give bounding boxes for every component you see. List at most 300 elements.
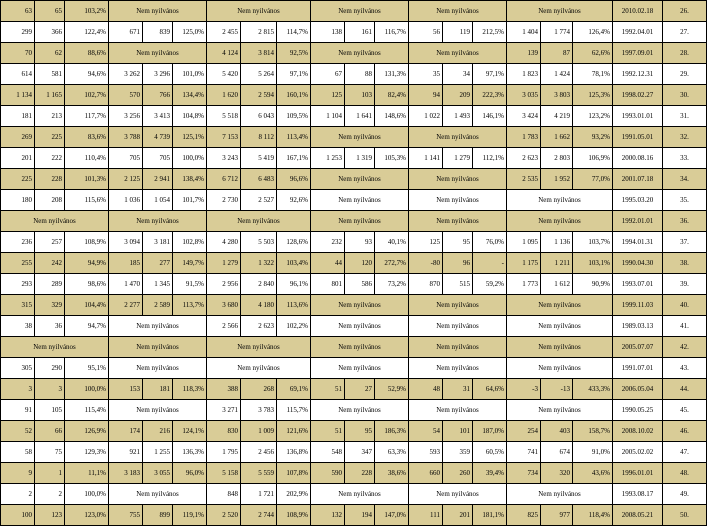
row-number-cell: 46. bbox=[663, 421, 707, 442]
date-cell: 1993.01.01 bbox=[613, 106, 663, 127]
data-cell: 187,0% bbox=[473, 421, 507, 442]
data-cell: 236 bbox=[1, 232, 35, 253]
data-cell: 830 bbox=[207, 421, 241, 442]
data-cell: 2 815 bbox=[241, 22, 277, 43]
data-cell: 38 bbox=[1, 316, 35, 337]
data-cell: 64,6% bbox=[473, 379, 507, 400]
data-cell: 5 559 bbox=[241, 463, 277, 484]
data-cell: 158,7% bbox=[573, 421, 613, 442]
date-cell: 2005.07.07 bbox=[613, 337, 663, 358]
data-cell: 36 bbox=[35, 316, 65, 337]
data-cell: 3 424 bbox=[507, 106, 541, 127]
not-registered-cell: Nem nyilvános bbox=[311, 211, 409, 232]
data-cell: 225 bbox=[1, 169, 35, 190]
data-cell: 97,1% bbox=[277, 64, 311, 85]
data-cell: 1 095 bbox=[507, 232, 541, 253]
row-number-cell: 34. bbox=[663, 169, 707, 190]
data-cell: 56 bbox=[409, 22, 443, 43]
data-cell: 403 bbox=[541, 421, 573, 442]
data-cell: 388 bbox=[207, 379, 241, 400]
table-row bbox=[1, 463, 707, 484]
data-cell: 108,9% bbox=[65, 232, 109, 253]
data-cell: 105 bbox=[35, 400, 65, 421]
table-row bbox=[1, 22, 707, 43]
data-cell: 212,5% bbox=[473, 22, 507, 43]
data-cell: 48 bbox=[409, 379, 443, 400]
not-registered-cell: Nem nyilvános bbox=[109, 316, 207, 337]
not-registered-cell: Nem nyilvános bbox=[207, 337, 311, 358]
table-row bbox=[1, 85, 707, 106]
data-cell: 63 bbox=[1, 1, 35, 22]
date-cell: 1991.07.01 bbox=[613, 358, 663, 379]
data-cell: 1 795 bbox=[207, 442, 241, 463]
data-cell: 118,4% bbox=[573, 505, 613, 526]
data-cell: 103,4% bbox=[277, 253, 311, 274]
not-registered-cell: Nem nyilvános bbox=[507, 400, 613, 421]
data-cell: 59,2% bbox=[473, 274, 507, 295]
data-cell: 180 bbox=[1, 190, 35, 211]
data-cell: 7 153 bbox=[207, 127, 241, 148]
data-cell: 1 493 bbox=[443, 106, 473, 127]
data-cell: 113,6% bbox=[277, 295, 311, 316]
not-registered-cell: Nem nyilvános bbox=[409, 211, 507, 232]
not-registered-cell: Nem nyilvános bbox=[1, 337, 109, 358]
data-cell: 94 bbox=[409, 85, 443, 106]
date-cell: 1989.03.13 bbox=[613, 316, 663, 337]
date-cell: 1995.03.20 bbox=[613, 190, 663, 211]
data-cell: 2 744 bbox=[241, 505, 277, 526]
not-registered-cell: Nem nyilvános bbox=[507, 211, 613, 232]
table-row bbox=[1, 274, 707, 295]
not-registered-cell: Nem nyilvános bbox=[311, 400, 409, 421]
data-cell: 97,1% bbox=[473, 64, 507, 85]
data-cell: 366 bbox=[35, 22, 65, 43]
data-cell: 4 280 bbox=[207, 232, 241, 253]
data-cell: 93 bbox=[345, 232, 375, 253]
data-cell: 75 bbox=[35, 442, 65, 463]
row-number-cell: 38. bbox=[663, 253, 707, 274]
data-cell: -13 bbox=[541, 379, 573, 400]
data-cell: 3 788 bbox=[109, 127, 143, 148]
data-cell: 87 bbox=[541, 43, 573, 64]
not-registered-cell: Nem nyilvános bbox=[109, 358, 207, 379]
data-cell: 161 bbox=[345, 22, 375, 43]
data-cell: 1 470 bbox=[109, 274, 143, 295]
data-cell: 101,7% bbox=[173, 190, 207, 211]
not-registered-cell: Nem nyilvános bbox=[311, 1, 409, 22]
table-row bbox=[1, 337, 707, 358]
data-cell: 1 036 bbox=[109, 190, 143, 211]
data-cell: 100 bbox=[1, 505, 35, 526]
data-cell: 5 264 bbox=[241, 64, 277, 85]
data-cell: 4 219 bbox=[541, 106, 573, 127]
data-cell: 115,7% bbox=[277, 400, 311, 421]
data-cell: 1 255 bbox=[143, 442, 173, 463]
table-row bbox=[1, 316, 707, 337]
row-number-cell: 40. bbox=[663, 295, 707, 316]
data-cell: 95 bbox=[345, 421, 375, 442]
not-registered-cell: Nem nyilvános bbox=[311, 358, 409, 379]
data-cell: 186,3% bbox=[375, 421, 409, 442]
not-registered-cell: Nem nyilvános bbox=[109, 1, 207, 22]
data-cell: 222 bbox=[35, 148, 65, 169]
data-cell: 1 823 bbox=[507, 64, 541, 85]
data-cell: 6 043 bbox=[241, 106, 277, 127]
data-cell: 90,9% bbox=[573, 274, 613, 295]
data-cell: 593 bbox=[409, 442, 443, 463]
data-cell: 132 bbox=[311, 505, 345, 526]
data-cell: 1 253 bbox=[311, 148, 345, 169]
data-cell: 111 bbox=[409, 505, 443, 526]
data-cell: 91,0% bbox=[573, 442, 613, 463]
data-cell: 96,6% bbox=[277, 169, 311, 190]
data-cell: 52,9% bbox=[375, 379, 409, 400]
data-cell: 100,0% bbox=[173, 148, 207, 169]
data-cell: 125,3% bbox=[573, 85, 613, 106]
data-cell: 103,7% bbox=[573, 232, 613, 253]
data-cell: 106,9% bbox=[573, 148, 613, 169]
data-cell: 128,6% bbox=[277, 232, 311, 253]
data-cell: 1 345 bbox=[143, 274, 173, 295]
data-cell: 58 bbox=[1, 442, 35, 463]
data-cell: 69,1% bbox=[277, 379, 311, 400]
data-cell: 181,1% bbox=[473, 505, 507, 526]
data-cell: 899 bbox=[143, 505, 173, 526]
data-cell: 44 bbox=[311, 253, 345, 274]
data-cell: 83,6% bbox=[65, 127, 109, 148]
not-registered-cell: Nem nyilvános bbox=[409, 190, 507, 211]
not-registered-cell: Nem nyilvános bbox=[207, 211, 311, 232]
data-cell: 1 773 bbox=[507, 274, 541, 295]
not-registered-cell: Nem nyilvános bbox=[311, 43, 409, 64]
table-row bbox=[1, 106, 707, 127]
data-cell: 260 bbox=[443, 463, 473, 484]
data-cell: 94,6% bbox=[65, 64, 109, 85]
data-cell: 2 bbox=[35, 484, 65, 505]
row-number-cell: 44. bbox=[663, 379, 707, 400]
data-cell: 515 bbox=[443, 274, 473, 295]
data-cell: 125,1% bbox=[173, 127, 207, 148]
data-cell: 977 bbox=[541, 505, 573, 526]
not-registered-cell: Nem nyilvános bbox=[311, 316, 409, 337]
data-cell: 1 424 bbox=[541, 64, 573, 85]
data-cell: 66 bbox=[35, 421, 65, 442]
row-number-cell: 37. bbox=[663, 232, 707, 253]
data-cell: 109,5% bbox=[277, 106, 311, 127]
data-cell: 1 104 bbox=[311, 106, 345, 127]
data-cell: 2 840 bbox=[241, 274, 277, 295]
data-cell: 104,8% bbox=[173, 106, 207, 127]
table-row bbox=[1, 148, 707, 169]
table-row bbox=[1, 484, 707, 505]
data-cell: 129,3% bbox=[65, 442, 109, 463]
not-registered-cell: Nem nyilvános bbox=[311, 295, 409, 316]
table-row bbox=[1, 43, 707, 64]
data-cell: 825 bbox=[507, 505, 541, 526]
data-cell: 124,1% bbox=[173, 421, 207, 442]
data-cell: 115,6% bbox=[65, 190, 109, 211]
not-registered-cell: Nem nyilvános bbox=[409, 337, 507, 358]
not-registered-cell: Nem nyilvános bbox=[507, 358, 613, 379]
data-cell: 1 009 bbox=[241, 421, 277, 442]
data-cell: 96,0% bbox=[173, 463, 207, 484]
date-cell: 1998.02.27 bbox=[613, 85, 663, 106]
data-cell: 257 bbox=[35, 232, 65, 253]
data-cell: 3 181 bbox=[143, 232, 173, 253]
data-cell: 103,2% bbox=[65, 1, 109, 22]
data-cell: 1 612 bbox=[541, 274, 573, 295]
row-number-cell: 30. bbox=[663, 85, 707, 106]
data-cell: 107,8% bbox=[277, 463, 311, 484]
not-registered-cell: Nem nyilvános bbox=[409, 1, 507, 22]
data-cell: 102,7% bbox=[65, 85, 109, 106]
row-number-cell: 26. bbox=[663, 1, 707, 22]
data-cell: 3 296 bbox=[143, 64, 173, 85]
date-cell: 2000.08.16 bbox=[613, 148, 663, 169]
data-cell: 134,4% bbox=[173, 85, 207, 106]
data-cell: 102,8% bbox=[173, 232, 207, 253]
data-cell: 3 094 bbox=[109, 232, 143, 253]
data-cell: 3 243 bbox=[207, 148, 241, 169]
data-cell: 359 bbox=[443, 442, 473, 463]
data-cell: 93,2% bbox=[573, 127, 613, 148]
data-cell: 347 bbox=[345, 442, 375, 463]
data-cell: 586 bbox=[345, 274, 375, 295]
not-registered-cell: Nem nyilvános bbox=[409, 295, 507, 316]
date-cell: 1990.04.30 bbox=[613, 253, 663, 274]
table-row bbox=[1, 442, 707, 463]
data-cell: 119,1% bbox=[173, 505, 207, 526]
not-registered-cell: Nem nyilvános bbox=[109, 400, 207, 421]
data-cell: 272,7% bbox=[375, 253, 409, 274]
data-cell: 82,4% bbox=[375, 85, 409, 106]
data-cell: 125,0% bbox=[173, 22, 207, 43]
data-cell: 1 783 bbox=[507, 127, 541, 148]
data-cell: 433,3% bbox=[573, 379, 613, 400]
not-registered-cell: Nem nyilvános bbox=[409, 358, 507, 379]
data-cell: 123,0% bbox=[65, 505, 109, 526]
data-cell: 2 730 bbox=[207, 190, 241, 211]
data-cell: 185 bbox=[109, 253, 143, 274]
data-cell: 138,4% bbox=[173, 169, 207, 190]
row-number-cell: 39. bbox=[663, 274, 707, 295]
data-cell: 104,4% bbox=[65, 295, 109, 316]
data-cell: 123,2% bbox=[573, 106, 613, 127]
table-row bbox=[1, 358, 707, 379]
data-cell: 76,0% bbox=[473, 232, 507, 253]
not-registered-cell: Nem nyilvános bbox=[109, 337, 207, 358]
data-cell: -3 bbox=[507, 379, 541, 400]
data-cell: 1 141 bbox=[409, 148, 443, 169]
date-cell: 1992.12.31 bbox=[613, 64, 663, 85]
row-number-cell: 50. bbox=[663, 505, 707, 526]
data-cell: 123 bbox=[35, 505, 65, 526]
data-cell: 149,7% bbox=[173, 253, 207, 274]
not-registered-cell: Nem nyilvános bbox=[311, 484, 409, 505]
data-cell: 147,0% bbox=[375, 505, 409, 526]
data-cell: 95,1% bbox=[65, 358, 109, 379]
data-cell: 2 623 bbox=[507, 148, 541, 169]
date-cell: 1990.05.25 bbox=[613, 400, 663, 421]
data-cell: 122,4% bbox=[65, 22, 109, 43]
data-cell: 660 bbox=[409, 463, 443, 484]
data-cell: 1 054 bbox=[143, 190, 173, 211]
data-cell: 1 404 bbox=[507, 22, 541, 43]
data-cell: 2 527 bbox=[241, 190, 277, 211]
data-cell: 216 bbox=[143, 421, 173, 442]
data-cell: 4 739 bbox=[143, 127, 173, 148]
data-cell: 102,2% bbox=[277, 316, 311, 337]
data-cell: 3 bbox=[1, 379, 35, 400]
data-cell: 181 bbox=[1, 106, 35, 127]
data-cell: 755 bbox=[109, 505, 143, 526]
data-cell: 2 455 bbox=[207, 22, 241, 43]
data-cell: 734 bbox=[507, 463, 541, 484]
row-number-cell: 45. bbox=[663, 400, 707, 421]
data-cell: 126,9% bbox=[65, 421, 109, 442]
row-number-cell: 47. bbox=[663, 442, 707, 463]
data-cell: 741 bbox=[507, 442, 541, 463]
not-registered-cell: Nem nyilvános bbox=[409, 484, 507, 505]
data-cell: 329 bbox=[35, 295, 65, 316]
data-cell: 3 413 bbox=[143, 106, 173, 127]
data-cell: 2 803 bbox=[541, 148, 573, 169]
not-registered-cell: Nem nyilvános bbox=[1, 211, 109, 232]
table-row bbox=[1, 421, 707, 442]
table-row bbox=[1, 1, 707, 22]
data-cell: 34 bbox=[443, 64, 473, 85]
data-cell: 2 456 bbox=[241, 442, 277, 463]
data-cell: 201 bbox=[1, 148, 35, 169]
data-cell: 136,8% bbox=[277, 442, 311, 463]
data-cell: 6 712 bbox=[207, 169, 241, 190]
data-cell: 1 952 bbox=[541, 169, 573, 190]
data-cell: 94,7% bbox=[65, 316, 109, 337]
table-row bbox=[1, 379, 707, 400]
table-row bbox=[1, 169, 707, 190]
data-cell: 3 680 bbox=[207, 295, 241, 316]
not-registered-cell: Nem nyilvános bbox=[507, 337, 613, 358]
row-number-cell: 29. bbox=[663, 64, 707, 85]
data-cell: 2 594 bbox=[241, 85, 277, 106]
data-cell: 3 035 bbox=[507, 85, 541, 106]
date-cell: 2010.02.18 bbox=[613, 1, 663, 22]
data-cell: 1 bbox=[35, 463, 65, 484]
data-cell: 5 518 bbox=[207, 106, 241, 127]
data-cell: 100,0% bbox=[65, 379, 109, 400]
data-cell: 269 bbox=[1, 127, 35, 148]
data-cell: 3 783 bbox=[241, 400, 277, 421]
not-registered-cell: Nem nyilvános bbox=[409, 127, 507, 148]
data-cell: 1 136 bbox=[541, 232, 573, 253]
data-cell: 115,4% bbox=[65, 400, 109, 421]
data-cell: 255 bbox=[1, 253, 35, 274]
data-cell: 1 279 bbox=[443, 148, 473, 169]
row-number-cell: 48. bbox=[663, 463, 707, 484]
data-cell: 138 bbox=[311, 22, 345, 43]
table-row bbox=[1, 295, 707, 316]
data-cell: 78,1% bbox=[573, 64, 613, 85]
data-cell: 70 bbox=[1, 43, 35, 64]
data-cell: 181 bbox=[143, 379, 173, 400]
data-cell: 153 bbox=[109, 379, 143, 400]
data-cell: 5 420 bbox=[207, 64, 241, 85]
data-cell: 614 bbox=[1, 64, 35, 85]
date-cell: 2005.02.02 bbox=[613, 442, 663, 463]
data-cell: 126,4% bbox=[573, 22, 613, 43]
not-registered-cell: Nem nyilvános bbox=[507, 295, 613, 316]
date-cell: 1992.04.01 bbox=[613, 22, 663, 43]
data-cell: 101,0% bbox=[173, 64, 207, 85]
date-cell: 1992.01.01 bbox=[613, 211, 663, 232]
data-cell: 117,7% bbox=[65, 106, 109, 127]
data-cell: 95 bbox=[443, 232, 473, 253]
data-cell: 1 662 bbox=[541, 127, 573, 148]
row-number-cell: 31. bbox=[663, 106, 707, 127]
data-cell: 2 956 bbox=[207, 274, 241, 295]
row-number-cell: 33. bbox=[663, 148, 707, 169]
data-cell: 116,7% bbox=[375, 22, 409, 43]
data-cell: 160,1% bbox=[277, 85, 311, 106]
not-registered-cell: Nem nyilvános bbox=[207, 358, 311, 379]
data-cell: 299 bbox=[1, 22, 35, 43]
data-cell: 119 bbox=[443, 22, 473, 43]
table-row bbox=[1, 400, 707, 421]
date-cell: 1994.01.31 bbox=[613, 232, 663, 253]
data-cell: 305 bbox=[1, 358, 35, 379]
data-cell: 65 bbox=[35, 1, 65, 22]
data-cell: 277 bbox=[143, 253, 173, 274]
data-cell: 201 bbox=[443, 505, 473, 526]
data-cell: 52 bbox=[1, 421, 35, 442]
row-number-cell: 27. bbox=[663, 22, 707, 43]
data-cell: 1 322 bbox=[241, 253, 277, 274]
data-cell: 174 bbox=[109, 421, 143, 442]
not-registered-cell: Nem nyilvános bbox=[311, 127, 409, 148]
date-cell: 2006.05.04 bbox=[613, 379, 663, 400]
table-row bbox=[1, 253, 707, 274]
data-cell: 27 bbox=[345, 379, 375, 400]
table-row bbox=[1, 190, 707, 211]
data-cell: 1 211 bbox=[541, 253, 573, 274]
data-cell: 232 bbox=[311, 232, 345, 253]
data-cell: 35 bbox=[409, 64, 443, 85]
data-cell: 8 112 bbox=[241, 127, 277, 148]
data-cell: 194 bbox=[345, 505, 375, 526]
data-cell: 320 bbox=[541, 463, 573, 484]
data-cell: 290 bbox=[35, 358, 65, 379]
data-cell: 88,6% bbox=[65, 43, 109, 64]
data-cell: 54 bbox=[409, 421, 443, 442]
data-cell: 674 bbox=[541, 442, 573, 463]
not-registered-cell: Nem nyilvános bbox=[507, 484, 613, 505]
data-cell: 31 bbox=[443, 379, 473, 400]
data-cell: 92,5% bbox=[277, 43, 311, 64]
table-row bbox=[1, 505, 707, 526]
row-number-cell: 42. bbox=[663, 337, 707, 358]
data-cell: 209 bbox=[443, 85, 473, 106]
data-cell: 222,3% bbox=[473, 85, 507, 106]
data-cell: 254 bbox=[507, 421, 541, 442]
data-cell: 3 803 bbox=[541, 85, 573, 106]
data-cell: - bbox=[473, 253, 507, 274]
data-cell: 98,6% bbox=[65, 274, 109, 295]
data-cell: 100,0% bbox=[65, 484, 109, 505]
data-cell: 120 bbox=[345, 253, 375, 274]
data-cell: 108,9% bbox=[277, 505, 311, 526]
data-cell: 2 941 bbox=[143, 169, 173, 190]
not-registered-cell: Nem nyilvános bbox=[409, 400, 507, 421]
